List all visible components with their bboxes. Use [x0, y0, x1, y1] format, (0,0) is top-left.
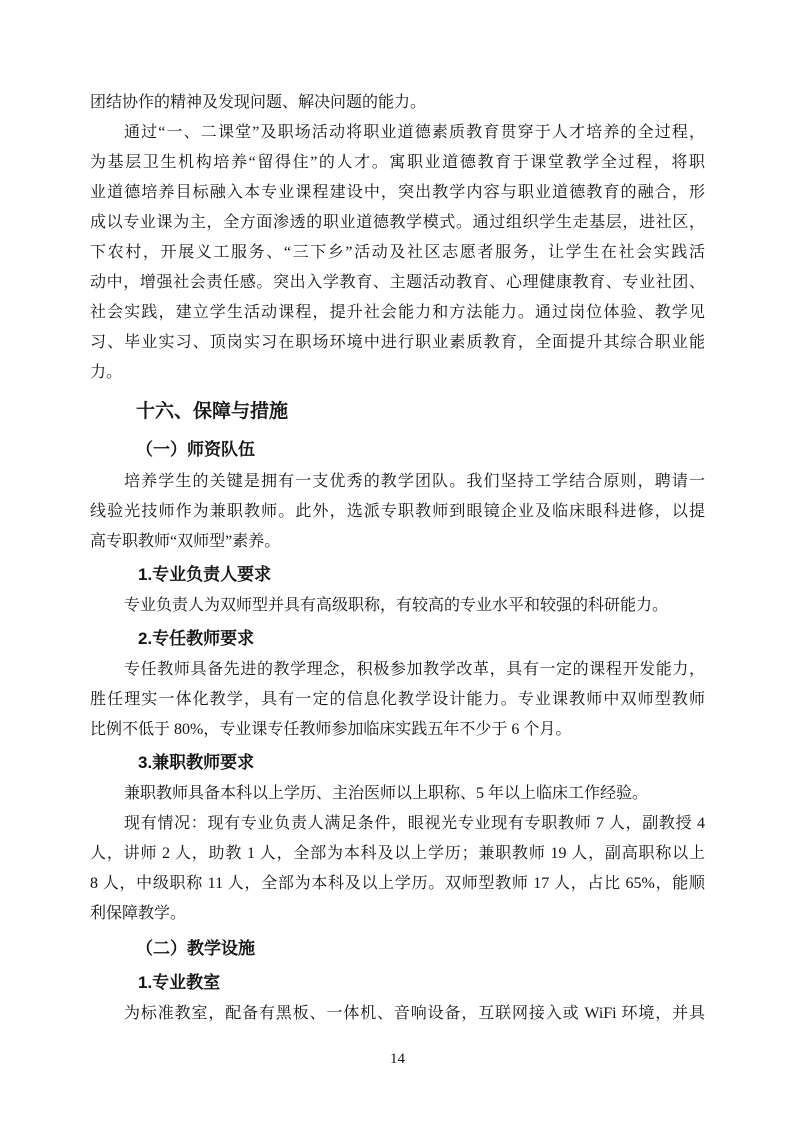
text-line: 比例不低于 80%，专业课专任教师参加临床实践五年不少于 6 个月。 — [90, 721, 572, 738]
text-line: 胜任理实一体化教学，具有一定的信息化教学设计能力。专业课教师中双师型教师 — [90, 691, 705, 708]
text-line: 线验光技师作为兼职教师。此外，选派专职教师到眼镜企业及临床眼科进修，以提 — [90, 503, 705, 520]
numbered-heading: 1.专业负责人要求 — [138, 565, 272, 584]
text-line: 力。 — [90, 364, 123, 381]
page-number: 14 — [390, 1051, 405, 1067]
text-line: 团结协作的精神及发现问题、解决问题的能力。 — [90, 94, 427, 111]
text-line: 利保障教学。 — [90, 905, 187, 922]
text-line: 8 人，中级职称 11 人，全部为本科及以上学历。双师型教师 17 人，占比 65%，能顺 — [90, 875, 705, 892]
text-line: 高专职教师“双师型”素养。 — [90, 533, 281, 550]
text-line: 习、毕业实习、顶岗实习在职场环境中进行职业素质教育，全面提升其综合职业能 — [90, 334, 705, 351]
text-line: 社会实践，建立学生活动课程，提升社会能力和方法能力。通过岗位体验、教学见 — [90, 304, 705, 321]
numbered-heading: 1.专业教室 — [138, 973, 221, 992]
text-line: 业道德培养目标融入本专业课程建设中，突出教学内容与职业道德教育的融合，形 — [90, 184, 705, 201]
section-heading: 十六、保障与措施 — [136, 401, 289, 422]
numbered-heading: 3.兼职教师要求 — [138, 753, 255, 772]
subsection-heading: （二）教学设施 — [136, 939, 255, 958]
numbered-heading: 2.专任教师要求 — [138, 629, 255, 648]
text-line: 现有情况：现有专业负责人满足条件，眼视光专业现有专职教师 7 人，副教授 4 — [124, 815, 705, 832]
text-line: 下农村，开展义工服务、“三下乡”活动及社区志愿者服务，让学生在社会实践活 — [90, 244, 705, 261]
text-line: 通过“一、二课堂”及职场活动将职业道德素质教育贯穿于人才培养的全过程， — [124, 124, 705, 141]
text-line: 专任教师具备先进的教学理念，积极参加教学改革，具有一定的课程开发能力， — [124, 661, 705, 678]
text-line: 专业负责人为双师型并具有高级职称，有较高的专业水平和较强的科研能力。 — [124, 597, 669, 614]
text-line: 动中，增强社会责任感。突出入学教育、主题活动教育、心理健康教育、专业社团、 — [90, 274, 705, 291]
document-body — [90, 88, 705, 1029]
subsection-heading: （一）师资队伍 — [136, 440, 255, 459]
text-line: 为基层卫生机构培养“留得住”的人才。寓职业道德教育于课堂教学全过程，将职 — [90, 154, 705, 171]
text-line: 成以专业课为主，全方面渗透的职业道德教学模式。通过组织学生走基层，进社区， — [90, 214, 705, 231]
text-line: 培养学生的关键是拥有一支优秀的教学团队。我们坚持工学结合原则，聘请一 — [124, 473, 705, 490]
text-line: 人，讲师 2 人，助教 1 人，全部为本科及以上学历；兼职教师 19 人，副高职称以上 — [90, 845, 705, 862]
text-line: 为标准教室，配备有黑板、一体机、音响设备，互联网接入或 WiFi 环境，并具 — [124, 1005, 705, 1022]
text-line: 兼职教师具备本科以上学历、主治医师以上职称、5 年以上临床工作经验。 — [124, 785, 649, 802]
